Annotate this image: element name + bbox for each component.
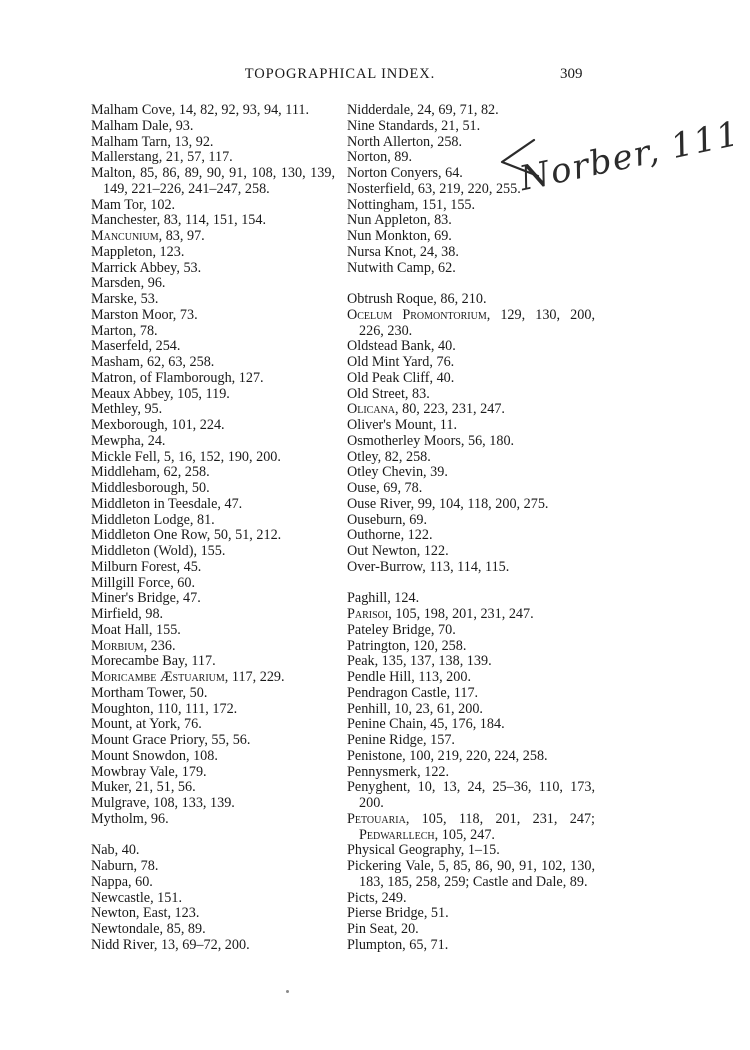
- index-entry: Nottingham, 151, 155.: [347, 196, 476, 213]
- index-entry: Marton, 78.: [91, 322, 158, 339]
- index-entry: Parisoi, 105, 198, 201, 231, 247.: [347, 606, 534, 622]
- index-entry: Penhill, 10, 23, 61, 200.: [347, 700, 483, 717]
- index-entry: Mount Grace Priory, 55, 56.: [91, 732, 251, 748]
- index-entry: Middleton in Teesdale, 47.: [91, 495, 243, 512]
- index-entry: Mortham Tower, 50.: [91, 684, 208, 701]
- index-entry: Mappleton, 123.: [91, 243, 185, 260]
- paper-speck: [286, 990, 289, 993]
- index-entry: Nidderdale, 24, 69, 71, 82.: [347, 102, 499, 118]
- index-entry: Nosterfield, 63, 219, 220, 255.: [347, 180, 521, 197]
- index-entry: Methley, 95.: [91, 401, 163, 418]
- index-entry: Old Mint Yard, 76.: [347, 354, 455, 370]
- index-entry: Nab, 40.: [91, 842, 140, 859]
- index-entry: Penine Chain, 45, 176, 184.: [347, 716, 505, 733]
- annotation-text: Norber, 111: [516, 113, 744, 200]
- index-entry: Patrington, 120, 258.: [347, 637, 467, 654]
- index-entry: Ouseburn, 69.: [347, 511, 427, 528]
- index-entry: Middleton (Wold), 155.: [91, 543, 226, 559]
- index-entry: Old Peak Cliff, 40.: [347, 369, 455, 386]
- index-entry: Newcastle, 151.: [91, 889, 183, 906]
- index-entry: Marrick Abbey, 53.: [91, 259, 202, 276]
- index-entry: Middleham, 62, 258.: [91, 464, 210, 481]
- index-entry: Nun Monkton, 69.: [347, 228, 452, 244]
- index-entry: Malham Dale, 93.: [91, 117, 194, 134]
- page-number: 309: [560, 66, 583, 82]
- index-entry: Marsden, 96.: [91, 275, 166, 292]
- index-entry: Pateley Bridge, 70.: [347, 621, 456, 638]
- index-entry: Mewpha, 24.: [91, 432, 166, 449]
- index-entry: Middleton One Row, 50, 51, 212.: [91, 527, 282, 544]
- index-entry: Pennysmerk, 122.: [347, 763, 450, 780]
- index-entry: Pickering Vale, 5, 85, 86, 90, 91, 102, 130, 183, 185, 258, 259; Castle and Dale, 89.: [347, 858, 595, 890]
- index-entry: Nappa, 60.: [91, 873, 153, 890]
- index-entry: Morecambe Bay, 117.: [91, 653, 216, 670]
- index-entry: Old Street, 83.: [347, 385, 430, 402]
- index-entry: Olicana, 80, 223, 231, 247.: [347, 401, 505, 418]
- index-entry: Mexborough, 101, 224.: [91, 417, 225, 433]
- index-entry: Mount, at York, 76.: [91, 716, 202, 733]
- index-entry: Malham Tarn, 13, 92.: [91, 133, 214, 150]
- index-entry: Meaux Abbey, 105, 119.: [91, 385, 230, 402]
- handwritten-note-svg: [498, 113, 744, 200]
- index-entry: Picts, 249.: [347, 889, 407, 906]
- index-entry: Nidd River, 13, 69–72, 200.: [91, 936, 250, 953]
- index-entry: Manchester, 83, 114, 151, 154.: [91, 212, 267, 229]
- index-entry: Moat Hall, 155.: [91, 621, 181, 638]
- index-entry: Obtrush Roque, 86, 210.: [347, 291, 487, 307]
- index-entry: Mirfield, 98.: [91, 606, 164, 622]
- index-entry: Nun Appleton, 83.: [347, 212, 452, 229]
- index-entry: North Allerton, 258.: [347, 133, 463, 150]
- index-entry: Masham, 62, 63, 258.: [91, 354, 215, 370]
- index-entry: Nursa Knot, 24, 38.: [347, 243, 459, 260]
- index-entry: Milburn Forest, 45.: [91, 558, 202, 575]
- index-entry: Moricambe Æstuarium, 117, 229.: [91, 669, 285, 685]
- index-entry: Newtondale, 85, 89.: [91, 921, 206, 937]
- index-entry: Paghill, 124.: [347, 590, 420, 607]
- index-entry: Pierse Bridge, 51.: [347, 905, 449, 922]
- index-entry: Naburn, 78.: [91, 858, 159, 874]
- index-entry: Muker, 21, 51, 56.: [91, 779, 196, 796]
- index-entry: Newton, East, 123.: [91, 905, 200, 922]
- running-title: TOPOGRAPHICAL INDEX.: [244, 66, 436, 82]
- index-entry: Oldstead Bank, 40.: [347, 338, 456, 355]
- index-column-right: [347, 103, 595, 954]
- index-entry: Middlesborough, 50.: [91, 480, 210, 496]
- index-entry: Nutwith Camp, 62.: [347, 259, 456, 276]
- index-entry: Oliver's Mount, 11.: [347, 417, 458, 433]
- index-entry: Maserfeld, 254.: [91, 338, 181, 355]
- index-entry: Moughton, 110, 111, 172.: [91, 700, 238, 717]
- index-entry: Mancunium, 83, 97.: [91, 228, 205, 244]
- index-entry: Physical Geography, 1–15.: [347, 842, 500, 859]
- index-entry: Mallerstang, 21, 57, 117.: [91, 149, 233, 166]
- index-entry: Out Newton, 122.: [347, 543, 449, 559]
- index-entry: Mulgrave, 108, 133, 139.: [91, 795, 235, 811]
- index-entry: Pin Seat, 20.: [347, 921, 419, 937]
- index-entry: Pendragon Castle, 117.: [347, 684, 479, 701]
- index-entry: Outhorne, 122.: [347, 527, 433, 544]
- index-entry: Osmotherley Moors, 56, 180.: [347, 432, 515, 449]
- index-entry: Norton Conyers, 64.: [347, 165, 463, 181]
- index-entry: Over-Burrow, 113, 114, 115.: [347, 558, 510, 575]
- index-entry: Pendle Hill, 113, 200.: [347, 669, 472, 685]
- index-entry: Ocelum Promontorium, 129, 130, 200, 226, 230.: [347, 306, 595, 339]
- index-entry: Malton, 85, 86, 89, 90, 91, 108, 130, 139, 149, 221–226, 241–247, 258.: [91, 165, 335, 197]
- index-entry: Ouse, 69, 78.: [347, 480, 423, 496]
- index-entry: Marske, 53.: [91, 291, 159, 307]
- handwritten-annotation: [498, 113, 744, 200]
- index-entry: Morbium, 236.: [91, 637, 176, 654]
- index-entry: Otley, 82, 258.: [347, 448, 431, 465]
- index-entry: Mount Snowdon, 108.: [91, 747, 218, 764]
- index-entry: Penine Ridge, 157.: [347, 732, 455, 748]
- index-entry: Penyghent, 10, 13, 24, 25–36, 110, 173, 200.: [347, 779, 595, 811]
- index-entry: Matron, of Flamborough, 127.: [91, 369, 264, 386]
- index-entry: Petouaria, 105, 118, 201, 231, 247; Pedwarllech, 105, 247.: [347, 810, 595, 843]
- index-entry: Malham Cove, 14, 82, 92, 93, 94, 111.: [91, 102, 310, 118]
- index-entry: Miner's Bridge, 47.: [91, 590, 201, 607]
- index-entry: Plumpton, 65, 71.: [347, 936, 449, 953]
- index-entry: Otley Chevin, 39.: [347, 464, 448, 481]
- index-entry: Ouse River, 99, 104, 118, 200, 275.: [347, 495, 549, 512]
- index-entry: Mytholm, 96.: [91, 810, 169, 827]
- index-entry: Mickle Fell, 5, 16, 152, 190, 200.: [91, 448, 281, 465]
- index-entry: Peak, 135, 137, 138, 139.: [347, 653, 492, 670]
- index-entry: Marston Moor, 73.: [91, 306, 198, 323]
- index-entry: Mowbray Vale, 179.: [91, 763, 207, 780]
- index-entry: Millgill Force, 60.: [91, 574, 196, 591]
- index-entry: Mam Tor, 102.: [91, 196, 176, 213]
- index-entry: Penistone, 100, 219, 220, 224, 258.: [347, 747, 548, 764]
- index-column-left: [91, 103, 335, 954]
- index-entry: Norton, 89.: [347, 149, 413, 166]
- index-entry: Middleton Lodge, 81.: [91, 511, 215, 528]
- index-entry: Nine Standards, 21, 51.: [347, 117, 481, 134]
